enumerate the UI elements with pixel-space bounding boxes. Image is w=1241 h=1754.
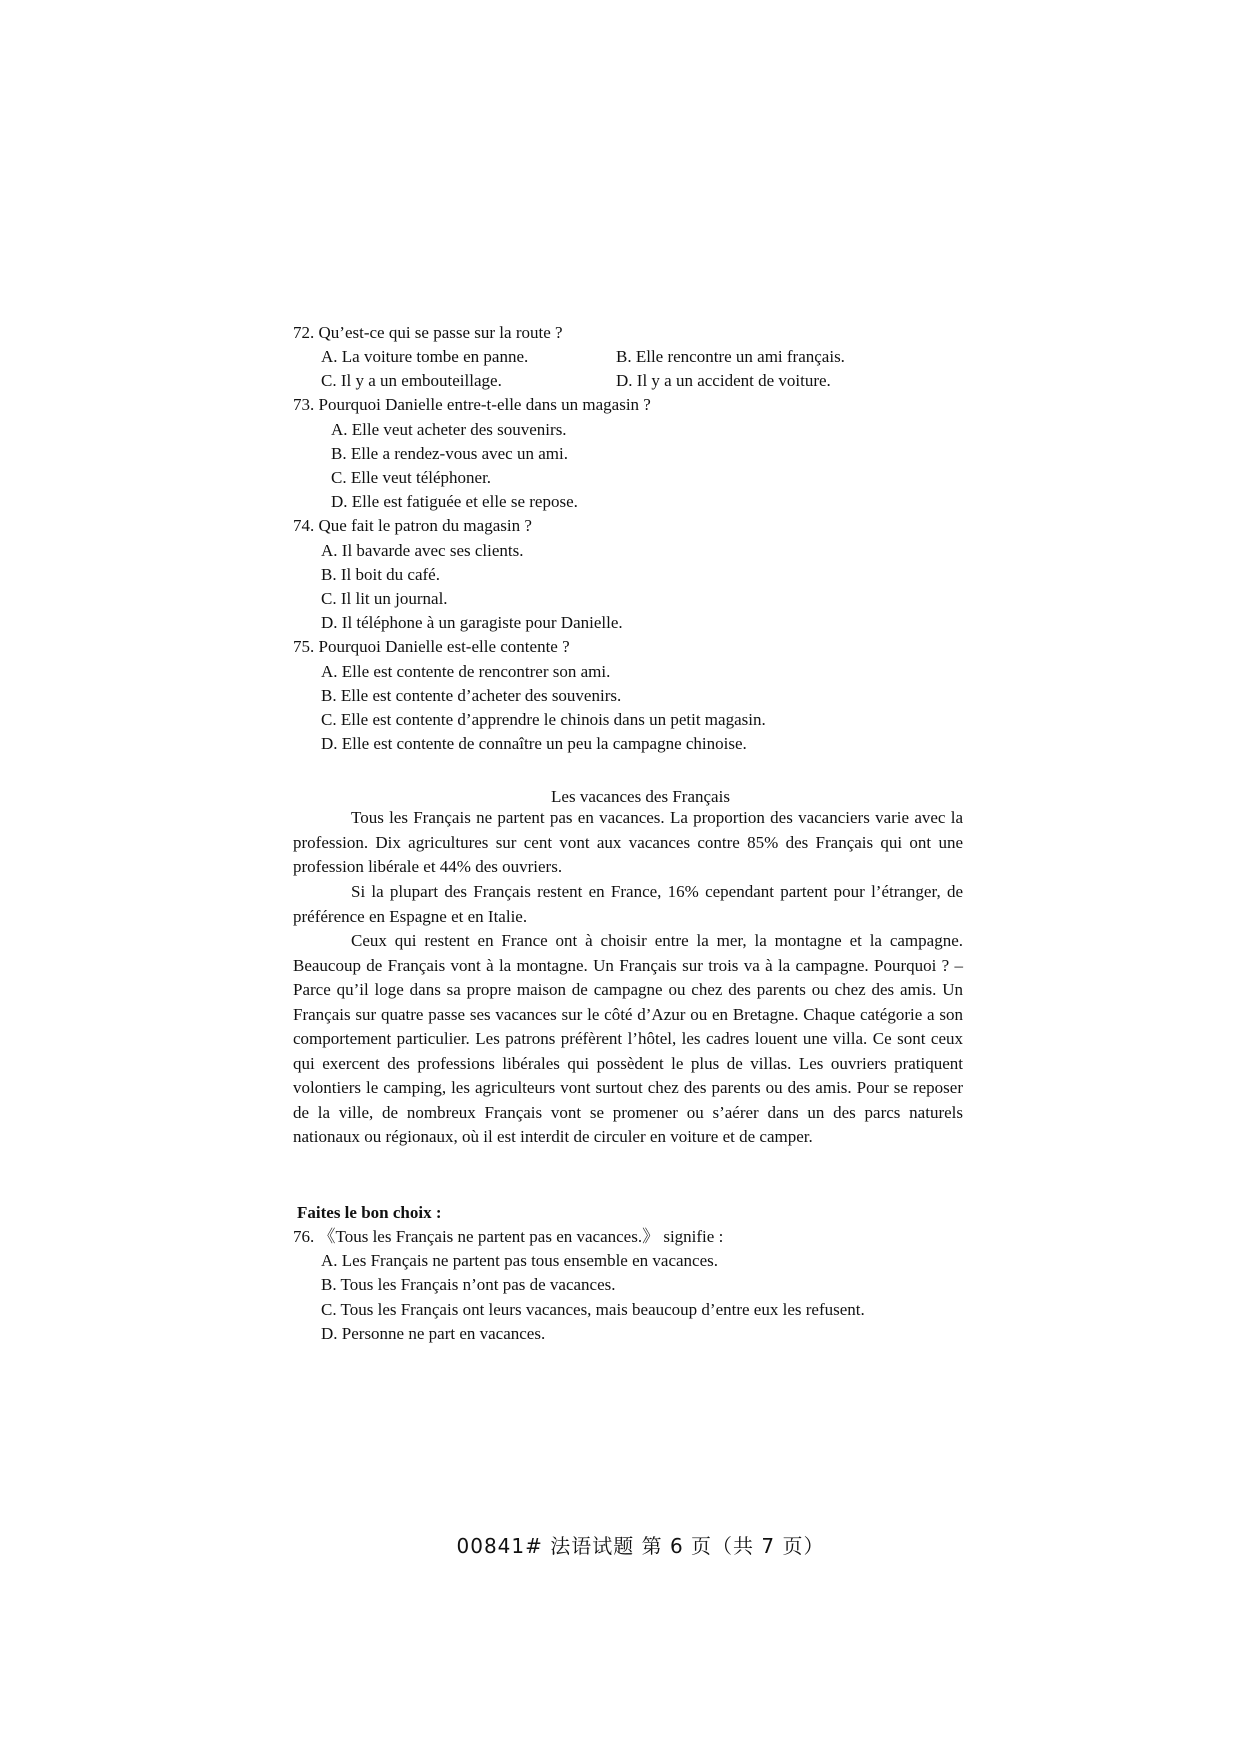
passage-title: Les vacances des Français: [551, 787, 730, 806]
question-75-option-a: A. Elle est contente de rencontrer son ami.: [321, 662, 611, 681]
question-75-option-b: B. Elle est contente d’acheter des souvenirs.: [321, 686, 622, 705]
question-73-stem: 73. Pourquoi Danielle entre-t-elle dans un magasin ?: [293, 395, 651, 414]
question-76-option-c: C. Tous les Français ont leurs vacances, mais beaucoup d’entre eux les refusent.: [321, 1300, 865, 1319]
question-76-stem: 76. 《Tous les Français ne partent pas en vacances.》 signifie :: [293, 1227, 724, 1246]
passage-paragraph-3: [293, 929, 963, 1150]
passage-paragraph-3-text: Ceux qui restent en France ont à choisir entre la mer, la montagne et la campagne. Beaucoup de Français vont à la montagne. Un Français sur trois va à la campagne. Pourquoi ? – Parce qu’il loge dans sa propre maison de campagne ou chez des parents ou chez des amis. Un Français sur quatre passe ses vacances sur le côté d’Azur ou en Bretagne. Chaque catégorie a son comportement particulier. Les patrons préfèrent l’hôtel, les cadres louent une villa. Ce sont ceux qui exercent des professions libérales qui possèdent le plus de villas. Les ouvriers pratiquent volontiers le camping, les agriculteurs vont surtout chez des parents ou des amis. Pour se reposer de la ville, de nombreux Français vont se promener ou s’aérer dans un des parcs naturels nationaux ou régionaux, où il est interdit de circuler en voiture et de camper.: [293, 931, 963, 1146]
question-72-option-a: A. La voiture tombe en panne.: [321, 347, 529, 366]
passage-paragraph-2-text: Si la plupart des Français restent en France, 16% cependant partent pour l’étranger, de préférence en Espagne et en Italie.: [293, 882, 963, 926]
question-76-option-d: D. Personne ne part en vacances.: [321, 1324, 546, 1343]
question-74-option-c: C. Il lit un journal.: [321, 589, 448, 608]
question-74-option-a: A. Il bavarde avec ses clients.: [321, 541, 524, 560]
question-74-option-d: D. Il téléphone à un garagiste pour Danielle.: [321, 613, 623, 632]
question-73-option-d: D. Elle est fatiguée et elle se repose.: [331, 492, 578, 511]
question-73-option-a: A. Elle veut acheter des souvenirs.: [331, 420, 567, 439]
question-73-option-c: C. Elle veut téléphoner.: [331, 468, 492, 487]
passage-paragraph-1: [293, 806, 963, 880]
section-heading: Faites le bon choix :: [297, 1203, 442, 1222]
passage-paragraph-1-text: Tous les Français ne partent pas en vacances. La proportion des vacanciers varie avec la profession. Dix agricultures sur cent vont aux vacances contre 85% des Français qui ont une profession libérale et 44% des ouvriers.: [293, 808, 963, 876]
question-72-option-d: D. Il y a un accident de voiture.: [616, 371, 831, 390]
question-75-option-d: D. Elle est contente de connaître un peu la campagne chinoise.: [321, 734, 747, 753]
question-76-option-b: B. Tous les Français n’ont pas de vacances.: [321, 1275, 616, 1294]
question-74-stem: 74. Que fait le patron du magasin ?: [293, 516, 532, 535]
question-75-option-c: C. Elle est contente d’apprendre le chinois dans un petit magasin.: [321, 710, 766, 729]
question-76-option-a: A. Les Français ne partent pas tous ensemble en vacances.: [321, 1251, 718, 1270]
question-72-option-b: B. Elle rencontre un ami français.: [616, 347, 845, 366]
page-footer: 00841# 法语试题 第 6 页（共 7 页）: [456, 1534, 825, 1558]
question-74-option-b: B. Il boit du café.: [321, 565, 440, 584]
question-73-option-b: B. Elle a rendez-vous avec un ami.: [331, 444, 568, 463]
question-72-stem: 72. Qu’est-ce qui se passe sur la route ?: [293, 323, 563, 342]
passage-paragraph-2: [293, 880, 963, 929]
question-72-option-c: C. Il y a un embouteillage.: [321, 371, 502, 390]
question-75-stem: 75. Pourquoi Danielle est-elle contente ?: [293, 637, 570, 656]
